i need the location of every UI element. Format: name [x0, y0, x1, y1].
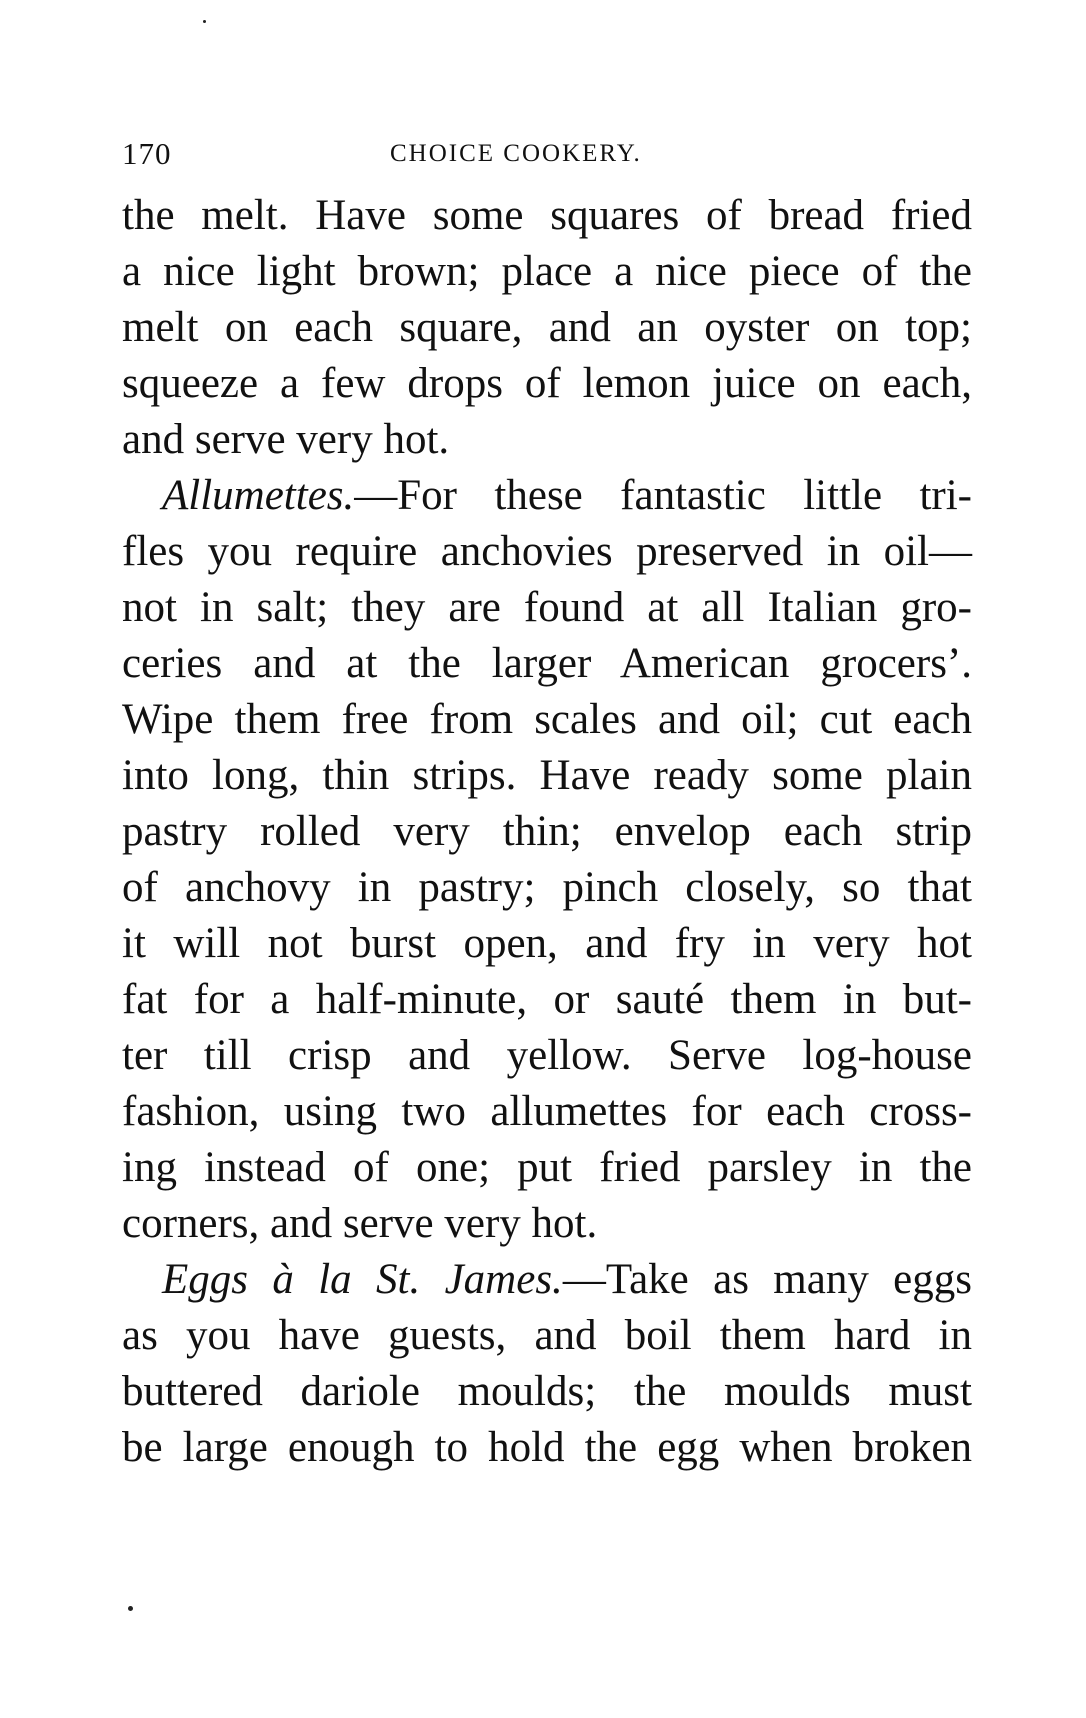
- recipe-title: Eggs à la St. James.: [162, 1256, 563, 1303]
- text-line: the melt. Have some squares of bread fried: [122, 192, 972, 239]
- running-title: CHOICE COOKERY.: [390, 140, 642, 167]
- recipe-title: Allumettes.: [162, 472, 355, 519]
- print-speck: [128, 1606, 133, 1611]
- text-line: it will not burst open, and fry in very hot: [122, 920, 972, 967]
- text-line: corners, and serve very hot.: [122, 1200, 598, 1247]
- text-line: buttered dariole moulds; the moulds must: [122, 1368, 972, 1415]
- text-line: squeeze a few drops of lemon juice on each,: [122, 360, 972, 407]
- recipe-line: [122, 468, 972, 524]
- text-line: Wipe them free from scales and oil; cut each: [122, 696, 972, 743]
- text-line: ter till crisp and yellow. Serve log-house: [122, 1032, 972, 1079]
- text-line: and serve very hot.: [122, 416, 450, 463]
- text-line: ceries and at the larger American grocers’.: [122, 640, 972, 687]
- text-line: of anchovy in pastry; pinch closely, so that: [122, 864, 972, 911]
- recipe-line: [122, 1252, 972, 1308]
- text-line: fles you require anchovies preserved in oil—: [122, 528, 972, 575]
- text-line: a nice light brown; place a nice piece of the: [122, 248, 972, 295]
- text-line: melt on each square, and an oyster on top;: [122, 304, 972, 351]
- print-speck: [203, 20, 206, 23]
- text-line: into long, thin strips. Have ready some plain: [122, 752, 972, 799]
- recipe-text: —For these fantastic little tri-: [354, 472, 972, 519]
- text-line: pastry rolled very thin; envelop each strip: [122, 808, 972, 855]
- text-line: fat for a half-minute, or sauté them in but-: [122, 976, 972, 1023]
- text-line: be large enough to hold the egg when broken: [122, 1424, 972, 1471]
- text-line: not in salt; they are found at all Italian gro-: [122, 584, 972, 631]
- page-number: 170: [122, 136, 172, 171]
- text-line: ing instead of one; put fried parsley in the: [122, 1144, 972, 1191]
- text-line: fashion, using two allumettes for each cross-: [122, 1088, 972, 1135]
- text-line: as you have guests, and boil them hard in: [122, 1312, 972, 1359]
- recipe-text: —Take as many eggs: [562, 1256, 973, 1303]
- page-header: [122, 136, 922, 186]
